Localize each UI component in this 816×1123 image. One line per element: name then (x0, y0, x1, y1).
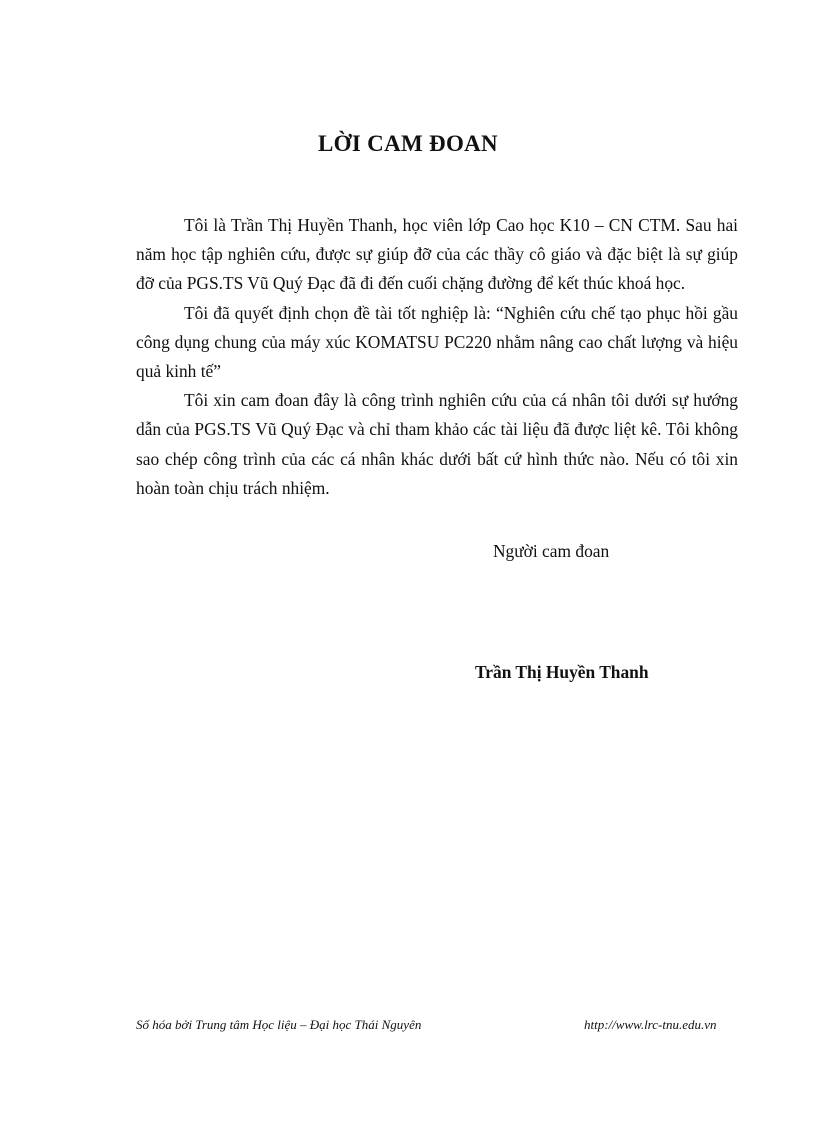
paragraph-declaration: Tôi xin cam đoan đây là công trình nghiên cứu của cá nhân tôi dưới sự hướng dẫn của PGS.TS Vũ Quý Đạc và chỉ tham khảo các tài liệu đã được liệt kê. Tôi không sao chép công trình của các cá nhân khác dưới bất cứ hình thức nào. Nếu có tôi xin hoàn toàn chịu trách nhiệm. (136, 390, 738, 498)
paragraph-thesis-topic: Tôi đã quyết định chọn đề tài tốt nghiệp là: “Nghiên cứu chế tạo phục hồi gầu công dụng chung của máy xúc KOMATSU PC220 nhằm nâng cao chất lượng và hiệu quả kinh tế” (136, 302, 738, 382)
signer-name: Trần Thị Huyền Thanh (475, 662, 649, 682)
paragraph-introduction: Tôi là Trần Thị Huyền Thanh, học viên lớp Cao học K10 – CN CTM. Sau hai năm học tập nghiên cứu, được sự giúp đỡ của các thầy cô giáo và đặc biệt là sự giúp đỡ của PGS.TS Vũ Quý Đạc đã đi đến cuối chặng đường để kết thúc khoá học. (136, 215, 738, 294)
signer-label: Người cam đoan (493, 541, 610, 561)
declaration-body (136, 211, 738, 503)
page-title: LỜI CAM ĐOAN (318, 131, 498, 156)
footer-url: http://www.lrc-tnu.edu.vn (584, 1017, 717, 1032)
footer-digitized-note: Số hóa bởi Trung tâm Học liệu – Đại học Thái Nguyên (136, 1017, 422, 1032)
